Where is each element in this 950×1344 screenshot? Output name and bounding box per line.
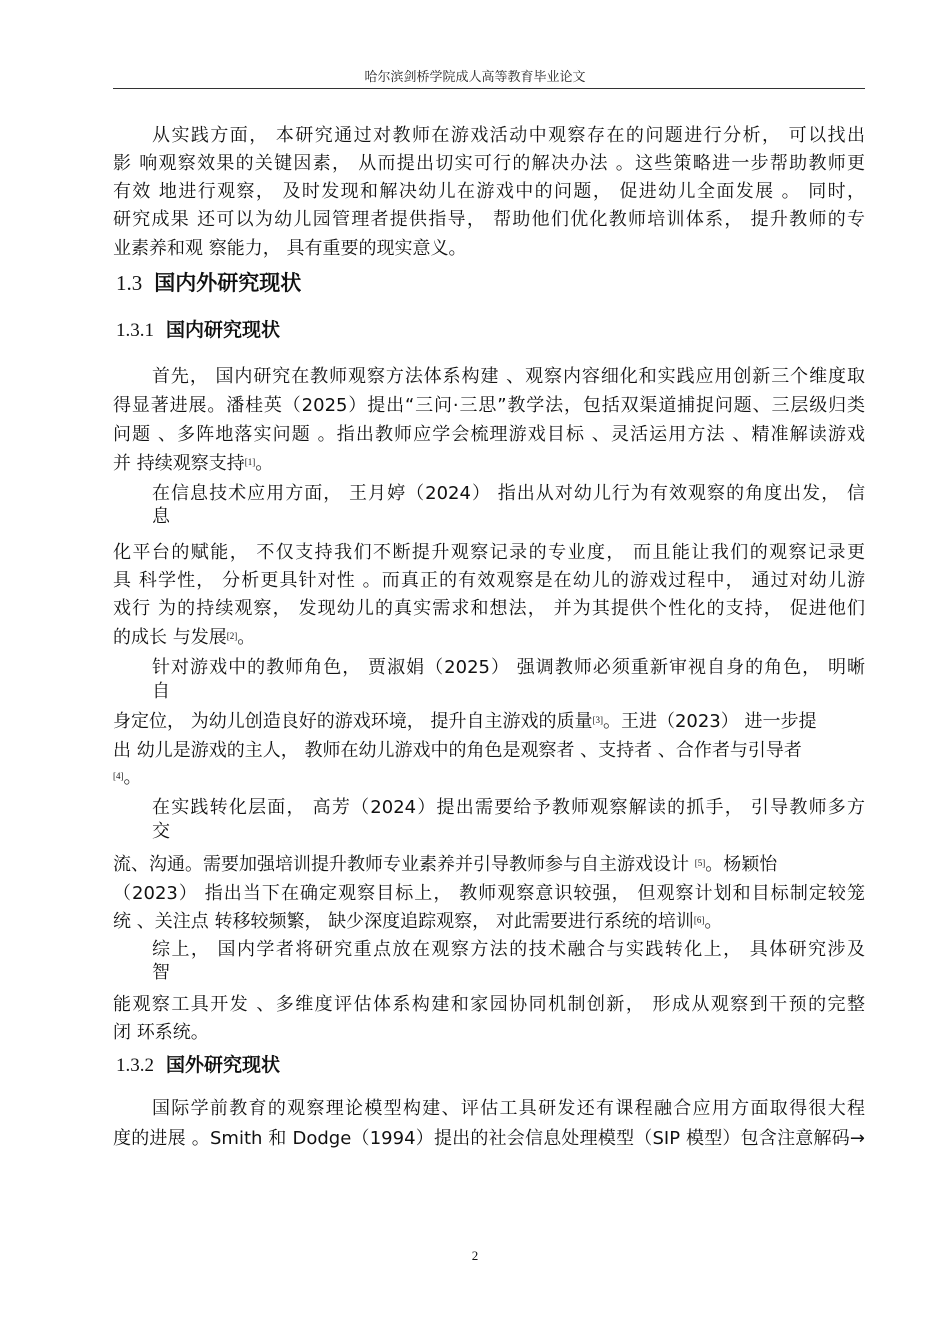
section-heading-1-3-1	[116, 317, 280, 344]
section-heading-1-3	[116, 269, 301, 297]
page-number: 2	[471, 1248, 479, 1263]
citation-ref: [1]	[244, 457, 256, 467]
line-text: 并 持续观察支持	[113, 453, 245, 474]
paragraph-line: 研究成果 还可以为幼儿园管理者提供指导， 帮助他们优化教师培训体系， 提升教师的专	[113, 209, 865, 230]
paragraph-line: 从实践方面， 本研究通过对教师在游戏活动中观察存在的问题进行分析， 可以找出	[152, 125, 865, 146]
section-title: 国内外研究现状	[154, 271, 302, 295]
paragraph-line: 首先， 国内研究在教师观察方法体系构建 、观察内容细化和实践应用创新三个维度取	[152, 366, 865, 387]
line-text: 。王进（2023） 进一步提	[602, 711, 817, 732]
paragraph-line: 有效 地进行观察， 及时发现和解决幼儿在游戏中的问题， 促进幼儿全面发展 。 同时，	[113, 181, 865, 202]
paragraph-line: （2023） 指出当下在确定观察目标上， 教师观察意识较强， 但观察计划和目标制定较笼	[113, 883, 865, 904]
line-text: 。	[704, 911, 723, 932]
paragraph-line: 具 科学性， 分析更具针对性 。而真正的有效观察是在幼儿的游戏过程中， 通过对幼儿游	[113, 570, 865, 591]
paragraph-line: 得显著进展。潘桂英（2025）提出“三问·三思”教学法，包括双渠道捕捉问题、三层级归类	[113, 395, 865, 416]
paragraph-line	[113, 710, 865, 734]
section-heading-1-3-2	[116, 1052, 280, 1079]
citation-ref: [3]	[592, 715, 603, 725]
line-text: 。杨颖怡	[705, 854, 778, 875]
paragraph-line	[113, 910, 865, 934]
citation-ref: [5]	[694, 858, 706, 868]
section-title: 国内研究现状	[166, 319, 281, 341]
citation-ref: [6]	[693, 915, 705, 925]
paragraph-line: 交	[152, 821, 170, 842]
paragraph-line: 能观察工具开发 、多维度评估体系构建和家园协同机制创新， 形成从观察到干预的完整	[113, 994, 865, 1015]
line-text: 身定位， 为幼儿创造良好的游戏环境， 提升自主游戏的质量	[113, 711, 593, 732]
paragraph-line: 戏行 为的持续观察， 发现幼儿的真实需求和想法， 并为其提供个性化的支持， 促进他们	[113, 598, 865, 619]
paragraph-line: 智	[152, 962, 170, 983]
line-text: 。	[123, 767, 142, 788]
running-header: 哈尔滨剑桥学院成人高等教育毕业论文	[364, 70, 586, 85]
header-rule	[113, 88, 865, 89]
paragraph-line: 国际学前教育的观察理论模型构建、评估工具研发还有课程融合应用方面取得很大程	[152, 1098, 865, 1119]
paragraph-line: 问题 、多阵地落实问题 。指出教师应学会梳理游戏目标 、灵活运用方法 、精准解读游戏	[113, 424, 865, 445]
citation-ref: [4]	[113, 771, 124, 781]
section-title: 国外研究现状	[166, 1054, 281, 1076]
paragraph-line: 影 响观察效果的关键因素， 从而提出切实可行的解决办法 。这些策略进一步帮助教师更	[113, 153, 865, 174]
section-number: 1.3.2	[116, 1055, 154, 1076]
paragraph-line	[113, 452, 865, 476]
line-text: 的成长 与发展	[113, 627, 227, 648]
paragraph-line	[113, 626, 865, 650]
paragraph-line: 在实践转化层面， 高芳（2024）提出需要给予教师观察解读的抓手， 引导教师多方	[152, 797, 865, 818]
line-text: 。	[237, 627, 256, 648]
paragraph-line: 自	[152, 681, 170, 702]
line-text: 流、沟通。需要加强培训提升教师专业素养并引导教师参与自主游戏设计	[113, 854, 695, 875]
line-text: 。	[255, 453, 274, 474]
section-number: 1.3	[116, 271, 143, 295]
paragraph-line: 针对游戏中的教师角色， 贾淑娟（2025） 强调教师必须重新审视自身的角色， 明晰	[152, 657, 865, 678]
paragraph-line: 闭 环系统。	[113, 1022, 209, 1043]
paragraph-line: 综上， 国内学者将研究重点放在观察方法的技术融合与实践转化上， 具体研究涉及	[152, 939, 865, 960]
paragraph-line: 度的进展 。Smith 和 Dodge（1994）提出的社会信息处理模型（SIP 模型）包含注意解码→	[113, 1128, 865, 1149]
paragraph-line	[113, 766, 865, 790]
section-number: 1.3.1	[116, 320, 154, 341]
paragraph-line: 在信息技术应用方面， 王月婷（2024） 指出从对幼儿行为有效观察的角度出发， 信	[152, 483, 865, 504]
citation-ref: [2]	[226, 631, 238, 641]
paragraph-line: 业素养和观 察能力， 具有重要的现实意义。	[113, 238, 467, 259]
paragraph-line: 出 幼儿是游戏的主人， 教师在幼儿游戏中的角色是观察者 、支持者 、合作者与引导者	[113, 740, 802, 761]
paragraph-line	[113, 853, 865, 877]
line-text: 统 、关注点 转移较频繁， 缺少深度追踪观察， 对此需要进行系统的培训	[113, 911, 694, 932]
paragraph-line: 息	[152, 506, 170, 527]
paragraph-line: 化平台的赋能， 不仅支持我们不断提升观察记录的专业度， 而且能让我们的观察记录更	[113, 542, 865, 563]
